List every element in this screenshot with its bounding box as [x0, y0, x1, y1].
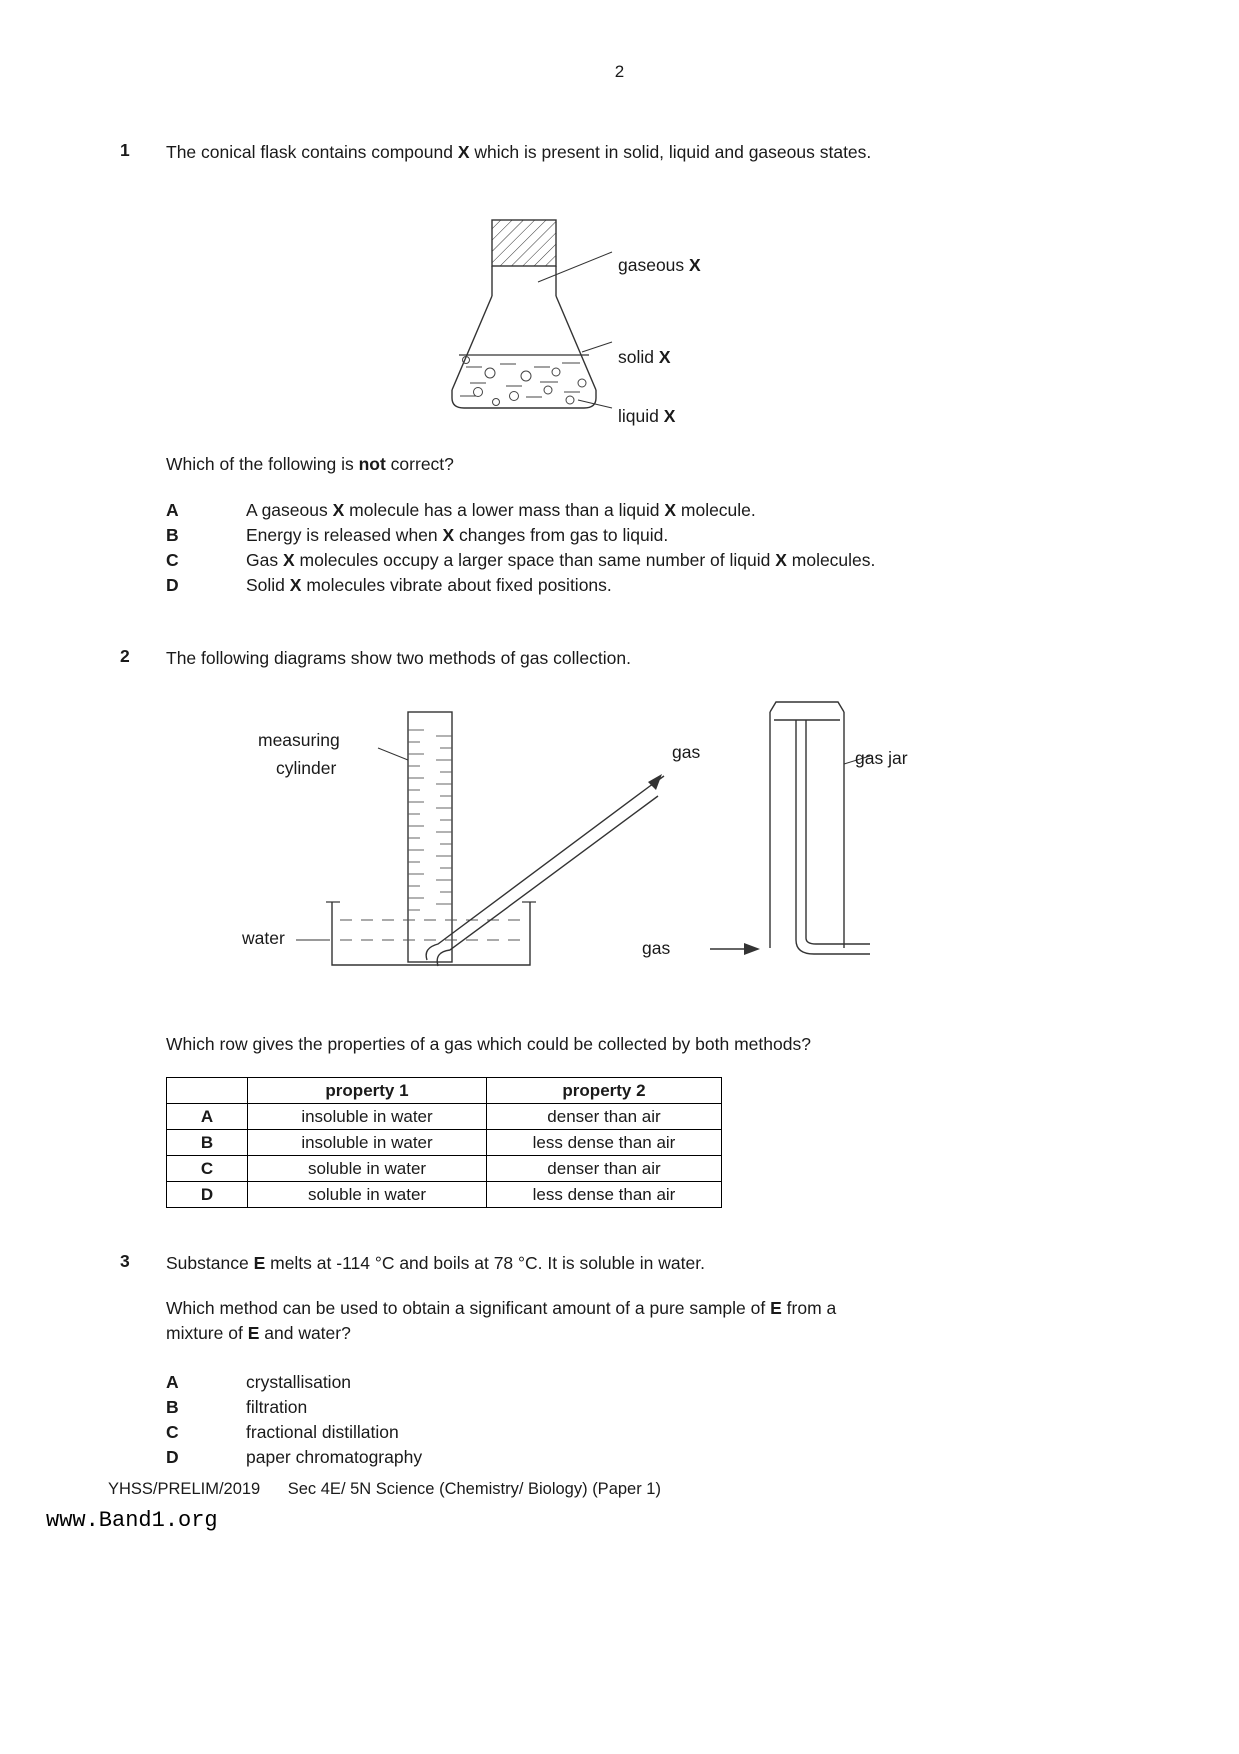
label-measuring-cylinder-line1: measuring: [258, 730, 340, 750]
option-letter: B: [166, 1397, 179, 1417]
option-text: filtration: [246, 1397, 308, 1417]
option-text: Solid X molecules vibrate about fixed positions.: [246, 575, 612, 595]
table-cell-property-2: denser than air: [487, 1104, 722, 1130]
properties-table: [166, 1077, 722, 1208]
option-letter: A: [166, 500, 179, 520]
option-letter: C: [166, 1422, 179, 1442]
table-header-property-1: property 1: [248, 1078, 487, 1104]
question-3-subquestion: [166, 1296, 966, 1347]
option-letter: D: [166, 575, 179, 595]
option-row[interactable]: [166, 523, 1066, 548]
question-2-subquestion: Which row gives the properties of a gas which could be collected by both methods?: [166, 1034, 811, 1054]
page-number: 2: [614, 62, 625, 81]
label-gas-bottom: gas: [642, 938, 671, 958]
page-footer: YHSS/PRELIM/2019 Sec 4E/ 5N Science (Chemistry/ Biology) (Paper 1): [108, 1480, 661, 1498]
option-letter: D: [166, 1447, 179, 1467]
option-row[interactable]: [166, 1370, 1066, 1395]
option-letter: B: [166, 525, 179, 545]
option-text: fractional distillation: [246, 1422, 399, 1442]
table-cell-property-1: insoluble in water: [248, 1104, 487, 1130]
table-header-property-2: property 2: [487, 1078, 722, 1104]
question-1-sub-post: correct?: [385, 454, 454, 474]
label-measuring-cylinder-line2: cylinder: [276, 758, 337, 778]
table-row-letter: D: [167, 1182, 248, 1208]
table-row-letter: C: [167, 1156, 248, 1182]
table-row[interactable]: [167, 1130, 722, 1156]
question-1-sub-pre: Which of the following is: [166, 454, 359, 474]
option-letter: A: [166, 1372, 179, 1392]
question-1-subquestion: [166, 452, 1066, 477]
table-cell-property-2: denser than air: [487, 1156, 722, 1182]
table-cell-property-1: soluble in water: [248, 1156, 487, 1182]
label-water: water: [242, 928, 285, 948]
question-2-number: 2: [120, 646, 130, 666]
watermark: www.Band1.org: [46, 1508, 218, 1533]
option-row[interactable]: [166, 1395, 1066, 1420]
question-1-stem-variable: X: [457, 142, 470, 162]
label-gas-top: gas: [672, 742, 701, 762]
question-1-options: [166, 498, 1066, 598]
label-solid-x: solid X: [618, 347, 671, 367]
table-cell-property-2: less dense than air: [487, 1130, 722, 1156]
question-3-number: 3: [120, 1251, 130, 1271]
question-1-stem: [166, 140, 1046, 165]
table-cell-property-1: soluble in water: [248, 1182, 487, 1208]
question-1-stem-post: which is present in solid, liquid and gaseous states.: [469, 142, 872, 162]
option-text: Energy is released when X changes from gas to liquid.: [246, 525, 669, 545]
option-text: A gaseous X molecule has a lower mass than a liquid X molecule.: [246, 500, 756, 520]
table-cell-property-2: less dense than air: [487, 1182, 722, 1208]
question-3-stem-pre: Substance: [166, 1253, 254, 1273]
table-header-blank: [167, 1078, 248, 1104]
option-row[interactable]: [166, 573, 1066, 598]
question-1-sub-bold: not: [358, 454, 386, 474]
option-text: paper chromatography: [246, 1447, 423, 1467]
question-3-stem: [166, 1251, 1046, 1276]
option-text: Gas X molecules occupy a larger space than same number of liquid X molecules.: [246, 550, 876, 570]
table-row[interactable]: [167, 1182, 722, 1208]
conical-flask-figure: [430, 200, 850, 450]
option-letter: C: [166, 550, 179, 570]
question-3-sub-line-1: Which method can be used to obtain a significant amount of a pure sample of E from a: [166, 1298, 837, 1318]
label-gaseous-x: gaseous X: [618, 255, 701, 275]
table-row-letter: A: [167, 1104, 248, 1130]
question-3-stem-post: melts at -114 °C and boils at 78 °C. It is soluble in water.: [265, 1253, 705, 1273]
label-gas-jar: gas jar: [855, 748, 908, 768]
question-2-stem: The following diagrams show two methods of gas collection.: [166, 648, 631, 668]
question-3-options: [166, 1370, 1066, 1470]
question-1-stem-pre: The conical flask contains compound: [166, 142, 458, 162]
option-row[interactable]: [166, 1445, 1066, 1470]
option-row[interactable]: [166, 548, 1066, 573]
option-row[interactable]: [166, 498, 1066, 523]
table-row-letter: B: [167, 1130, 248, 1156]
table-row[interactable]: [167, 1156, 722, 1182]
question-3-sub-line-2: mixture of E and water?: [166, 1323, 351, 1344]
question-1-number: 1: [120, 140, 130, 160]
option-row[interactable]: [166, 1420, 1066, 1445]
table-header-row: [167, 1078, 722, 1104]
gas-collection-figure: [210, 690, 1110, 990]
table-row[interactable]: [167, 1104, 722, 1130]
question-3-stem-variable: E: [253, 1253, 266, 1273]
option-text: crystallisation: [246, 1372, 352, 1392]
label-liquid-x: liquid X: [618, 406, 676, 426]
table-cell-property-1: insoluble in water: [248, 1130, 487, 1156]
